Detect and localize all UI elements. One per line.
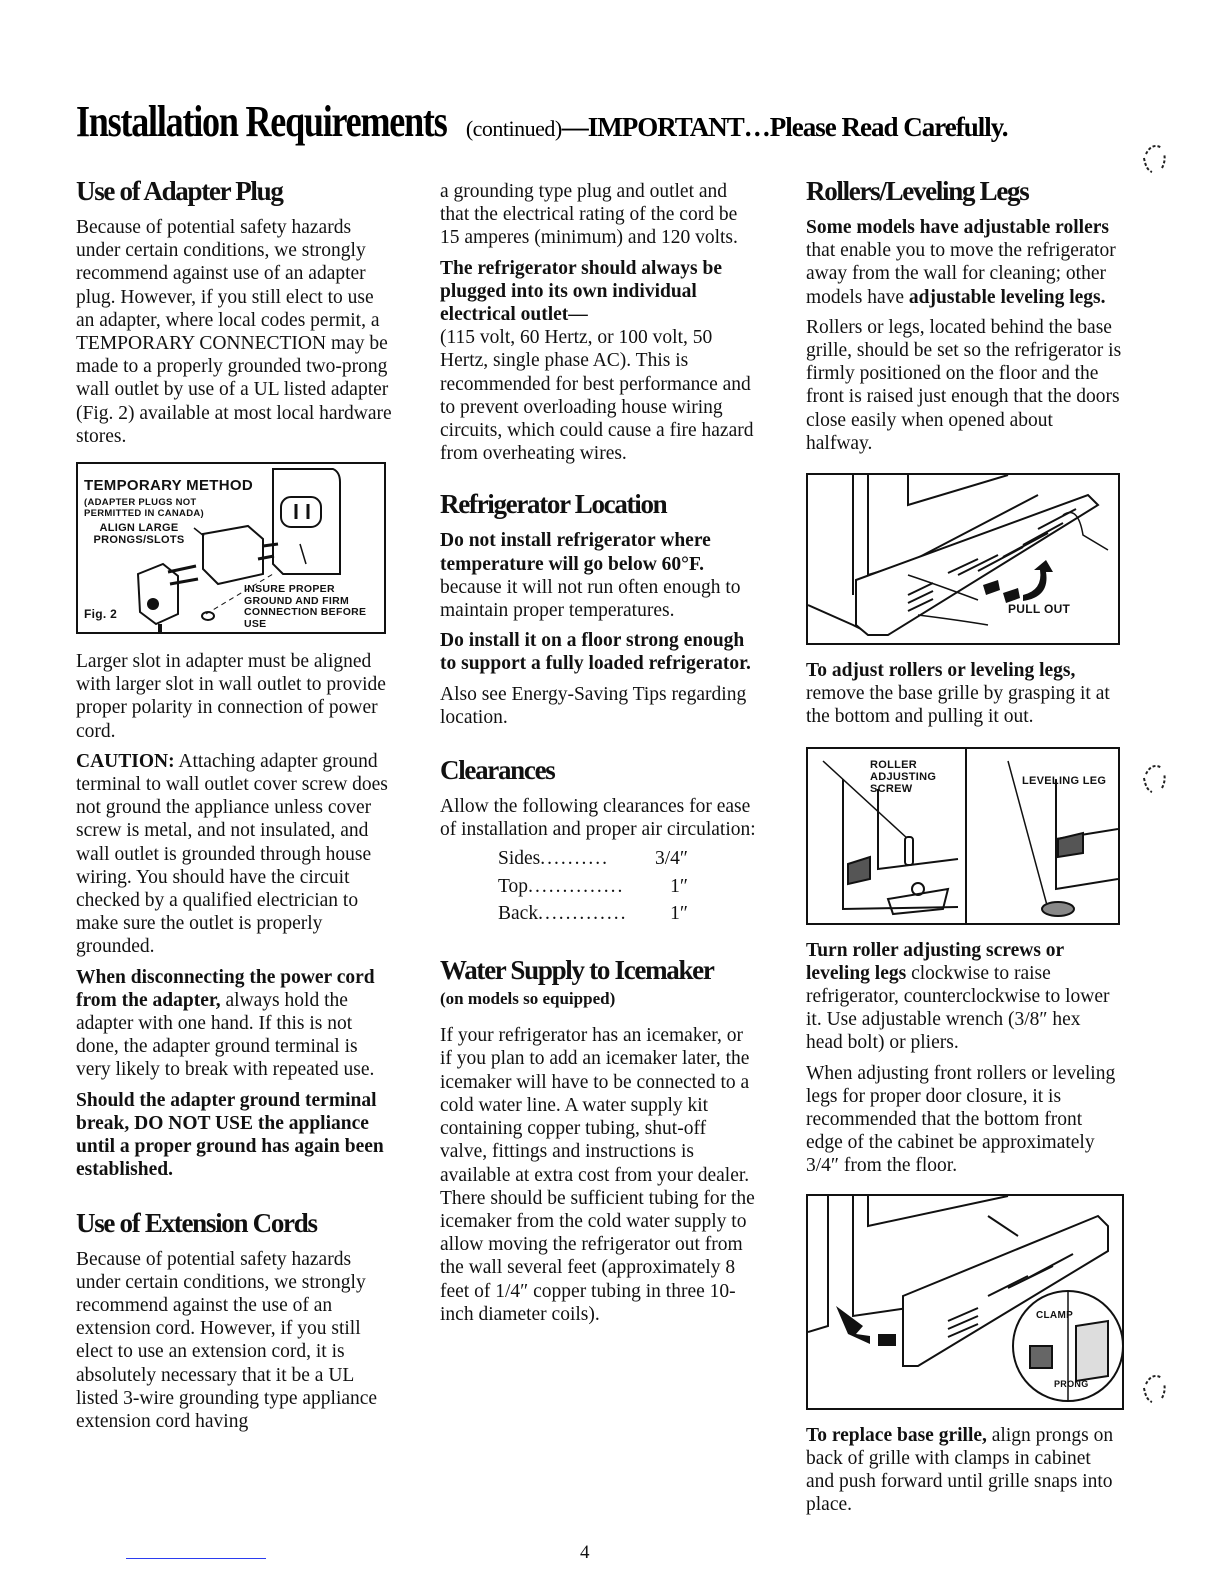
outlet-bold: The refrigerator should always be plugged into its own individual electrical outlet— — [440, 257, 723, 326]
caution-label: CAUTION: — [76, 750, 175, 772]
caution-paragraph — [76, 750, 396, 959]
clearance-leader: ............. — [538, 902, 628, 924]
column-right — [806, 176, 1122, 1523]
rollers-p1 — [806, 216, 1122, 309]
outlet-paragraph — [440, 257, 758, 466]
adapter-paragraph: Because of potential safety hazards under certain conditions, we strongly recommend against use of an adapter plug. However, if you still elect to use an adapter, where local codes permit, a TEMPORARY CONNECTION may be made to a properly grounded two-prong wall outlet by use of a UL listed adapter (Fig. 2) available at most local hardware stores. — [76, 217, 392, 447]
extension-heading: Use of Extension Cords — [76, 1207, 317, 1238]
replace-paragraph — [806, 1424, 1122, 1517]
clearance-leader: .......... — [540, 848, 610, 870]
fig2-note: (ADAPTER PLUGS NOT PERMITTED IN CANADA) — [84, 497, 204, 520]
front-paragraph: When adjusting front rollers or leveling legs for proper door closure, it is recommended that the bottom front edge of the cabinet be approximately 3/4″ from the floor. — [806, 1062, 1116, 1177]
leveling-leg-label: LEVELING LEG — [1022, 774, 1107, 787]
column-middle — [440, 180, 758, 1333]
hole-punch-mark-bottom — [1140, 1370, 1170, 1410]
footer-rule — [126, 1558, 266, 1559]
replace-bold: To replace base grille, — [806, 1424, 987, 1446]
clearance-label: Sides — [498, 848, 541, 870]
adjust-bold: To adjust rollers or leveling legs, — [806, 660, 1076, 682]
clearances-heading: Clearances — [440, 755, 555, 786]
clearance-value: 1″ — [670, 875, 688, 897]
title-important: —IMPORTANT…Please Read Carefully. — [561, 112, 1008, 142]
disconnect-text: always hold the adapter with one hand. If this is not done, the adapter ground terminal is very likely to break with repeated use. — [76, 989, 375, 1081]
outlet-text: (115 volt, 60 Hertz, or 100 volt, 50 Hertz, single phase AC). This is recommended for best performance and to prevent overloading house wiring circuits, which could cause a fire hazard from overheating wires. — [440, 327, 754, 465]
figure-2-adapter — [76, 462, 386, 634]
clearances-intro: Allow the following clearances for ease of installation and proper air circulation: — [440, 796, 756, 841]
fig2-title: TEMPORARY METHOD — [84, 477, 253, 495]
water-heading: Water Supply to Icemaker — [440, 955, 714, 986]
location-p2 — [440, 629, 758, 675]
location-heading: Refrigerator Location — [440, 489, 667, 520]
adjust-paragraph — [806, 659, 1122, 729]
clearance-row — [498, 847, 688, 870]
polarity-paragraph: Larger slot in adapter must be aligned with larger slot in wall outlet to provide proper polarity in connection of power cord. — [76, 651, 386, 742]
title-continued: (continued) — [465, 116, 562, 141]
warning-paragraph — [76, 1089, 396, 1182]
location-p1-bold: Do not install refrigerator where temperature will go below 60°F. — [440, 530, 711, 575]
clearance-label: Top — [498, 875, 529, 897]
rollers-p2: Rollers or legs, located behind the base grille, should be set so the refrigerator is firmly positioned on the floor and the front is raised just enough that the doors close easily when opened about halfway. — [806, 316, 1122, 454]
rollers-text: that enable you to move the refrigerator away from the wall for cleaning; other models have — [806, 240, 1116, 308]
clearance-value: 3/4″ — [654, 848, 688, 870]
page-number: 4 — [580, 1542, 590, 1563]
turn-paragraph — [806, 939, 1122, 1055]
adapter-heading: Use of Adapter Plug — [76, 176, 283, 206]
location-p3: Also see Energy-Saving Tips regarding location. — [440, 683, 747, 728]
fig2-align: ALIGN LARGE PRONGS/SLOTS — [93, 522, 185, 547]
clamp-label: CLAMP — [1036, 1309, 1074, 1321]
hole-punch-mark-top — [1140, 140, 1170, 180]
clearance-row — [498, 875, 688, 898]
clearance-leader: .............. — [528, 875, 625, 897]
clearance-row — [498, 902, 688, 925]
clearances-table — [498, 847, 758, 925]
figure-pull-out-grille — [806, 473, 1120, 645]
water-subheading: (on models so equipped) — [440, 989, 616, 1009]
hole-punch-mark-middle — [1140, 760, 1170, 800]
rollers-bold-a: Some models have adjustable rollers — [806, 217, 1109, 238]
prong-label: PRONG — [1054, 1378, 1089, 1389]
replace-text: align prongs on back of grille with clamps in cabinet and push forward until grille snaps into place. — [806, 1424, 1114, 1516]
roller-screw-label: ROLLER ADJUSTING SCREW — [870, 758, 937, 795]
figure-replace-grille — [806, 1194, 1124, 1410]
caution-text: Attaching adapter ground terminal to wall outlet cover screw does not ground the appliance unless cover screw is metal, and not insulated, and wall outlet is grounded through house wiring. You should have the circuit checked by a qualified electrician to make sure the outlet is properly grounded. — [76, 750, 388, 958]
figure-roller-leveling — [806, 747, 1120, 925]
turn-text: clockwise to raise refrigerator, counterclockwise to lower it. Use adjustable wrench (3/8″ hex head bolt) or pliers. — [806, 962, 1110, 1054]
replace-grille-illustration — [808, 1196, 1122, 1408]
disconnect-bold: When disconnecting the power cord from the adapter, — [76, 966, 375, 1011]
fig2-insure: INSURE PROPER GROUND AND FIRM CONNECTION BEFORE USE — [244, 583, 367, 630]
clearance-label: Back — [498, 902, 539, 924]
location-p2-bold: Do install it on a floor strong enough to support a fully loaded refrigerator. — [440, 630, 751, 675]
column-left — [76, 176, 396, 1440]
pull-out-label: PULL OUT — [1008, 602, 1071, 617]
title-main: Installation Requirements — [76, 97, 447, 146]
rollers-heading: Rollers/Leveling Legs — [806, 176, 1029, 206]
clearance-value: 1″ — [670, 902, 688, 924]
adapter-illustration — [78, 464, 384, 632]
location-p1 — [440, 529, 758, 622]
pull-out-illustration — [808, 475, 1118, 643]
warning-bold: Should the adapter ground terminal break, DO NOT USE the appliance until a proper ground has again been established. — [76, 1089, 384, 1181]
rollers-bold-b: adjustable leveling legs. — [908, 286, 1106, 308]
cord-rating-paragraph: a grounding type plug and outlet and that the electrical rating of the cord be 15 amperes (minimum) and 120 volts. — [440, 181, 738, 249]
page-title — [76, 96, 1008, 147]
location-p1-text: because it will not run often enough to maintain proper temperatures. — [440, 576, 741, 622]
adjust-text: remove the base grille by grasping it at the bottom and pulling it out. — [806, 683, 1110, 728]
water-paragraph: If your refrigerator has an icemaker, or if you plan to add an icemaker later, the icemaker will have to be connected to a cold water line. A water supply kit containing copper tubing, shut-off valve, fittings and instructions is available at extra cost from your dealer. There should be sufficient tubing for the icemaker from the cold water supply to allow moving the refrigerator out from the wall several feet (approximately 8 feet of 1/4″ copper tubing in three 10-inch diameter coils). — [440, 1025, 755, 1325]
disconnect-paragraph — [76, 966, 396, 1082]
fig2-caption: Fig. 2 — [84, 607, 118, 622]
extension-paragraph: Because of potential safety hazards under certain conditions, we strongly recommend against the use of an extension cord. However, if you still elect to use an extension cord, it is absolutely necessary that it be a UL listed 3-wire grounding type appliance extension cord having — [76, 1248, 378, 1432]
turn-bold: Turn roller adjusting screws or leveling legs — [806, 939, 1064, 984]
